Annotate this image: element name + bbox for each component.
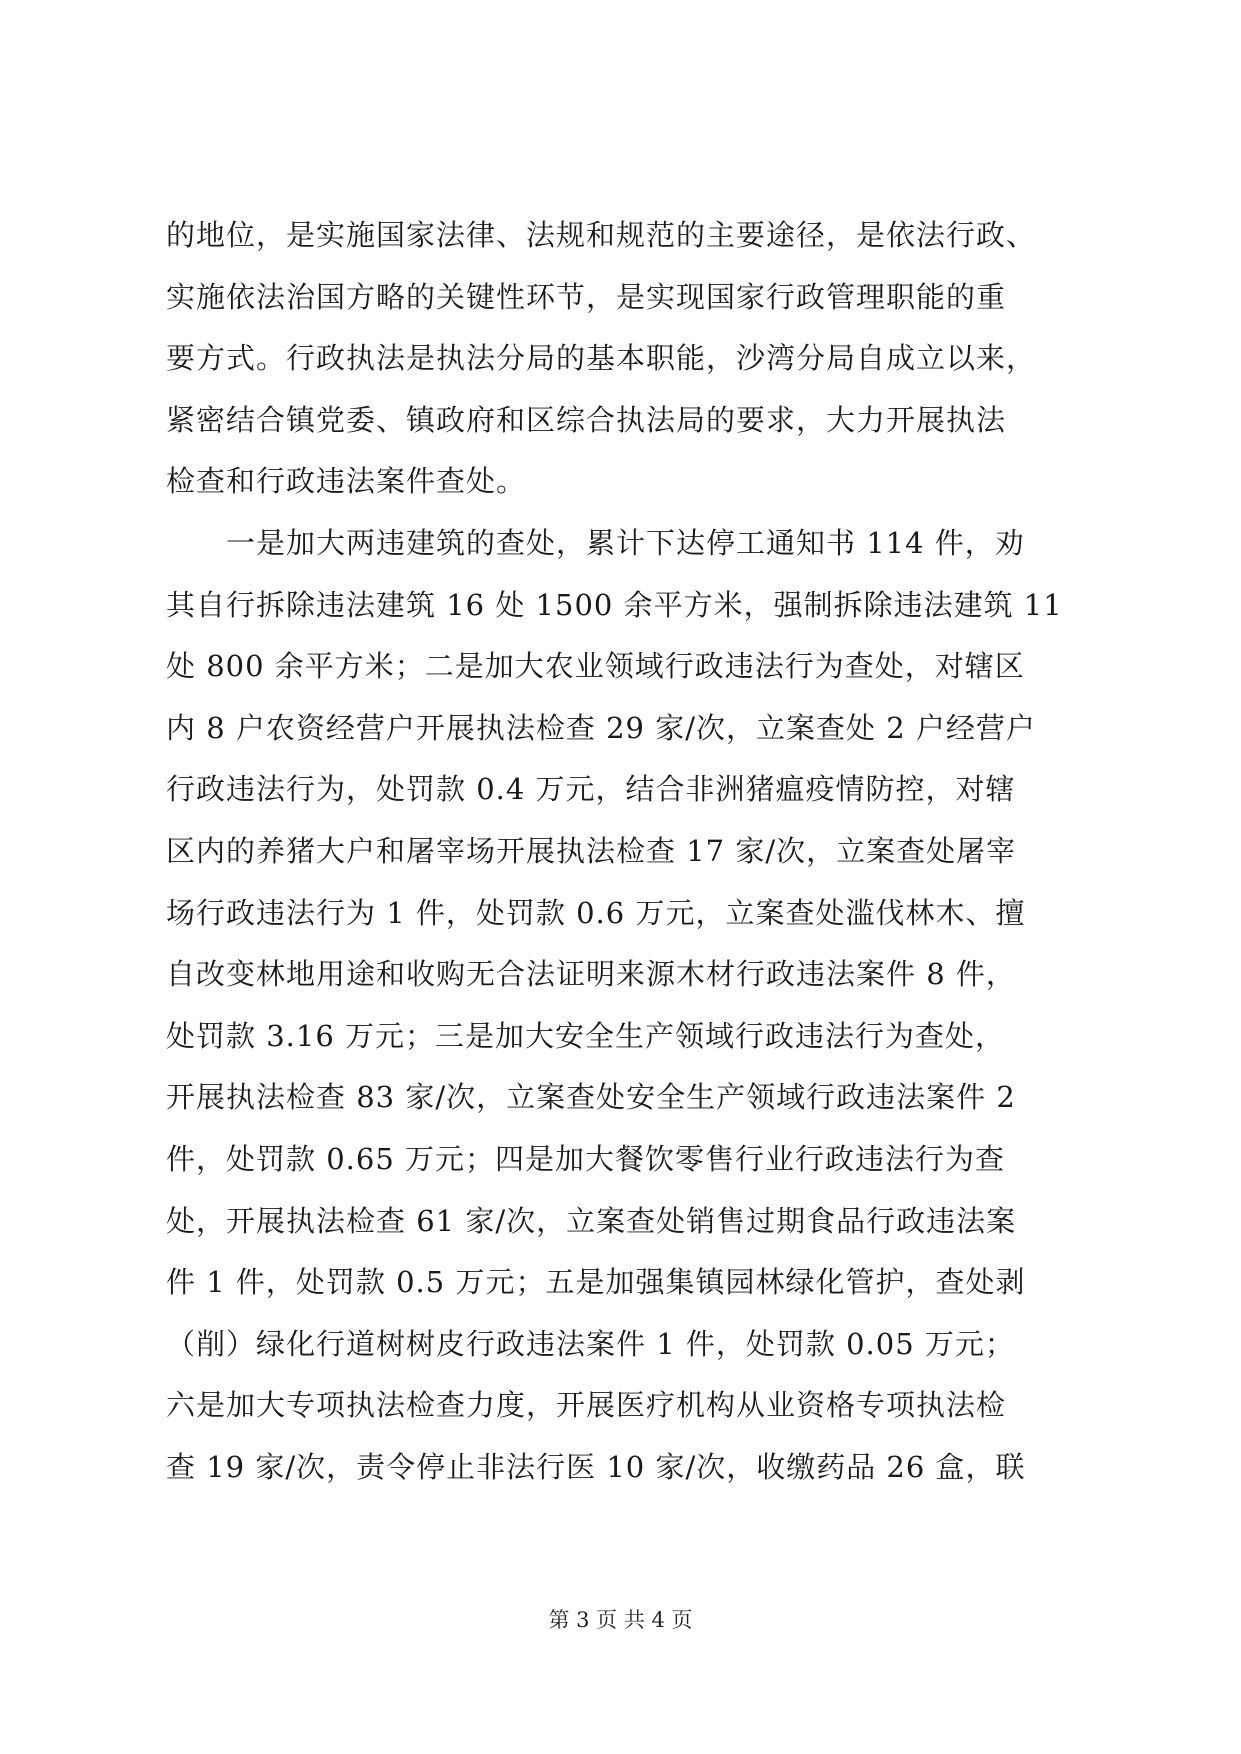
text-line: 要方式。行政执法是执法分局的基本职能，沙湾分局自成立以来， [166, 341, 1037, 376]
text-line: 内 8 户农资经营户开展执法检查 29 家/次，立案查处 2 户经营户 [166, 710, 1036, 745]
text-line: 场行政违法行为 1 件，处罚款 0.6 万元，立案查处滥伐林木、擅 [166, 895, 1026, 930]
text-line: 自改变林地用途和收购无合法证明来源木材行政违法案件 8 件， [166, 957, 1016, 992]
text-line: 查 19 家/次，责令停止非法行医 10 家/次，收缴药品 26 盒，联 [166, 1449, 1026, 1484]
text-line: （削）绿化行道树树皮行政违法案件 1 件，处罚款 0.05 万元； [166, 1326, 1015, 1361]
text-line: 开展执法检查 83 家/次，立案查处安全生产领域行政违法案件 2 [166, 1080, 1016, 1115]
text-line: 六是加大专项执法检查力度，开展医疗机构从业资格专项执法检 [166, 1388, 1007, 1423]
text-line: 行政违法行为，处罚款 0.4 万元，结合非洲猪瘟疫情防控，对辖 [166, 772, 1016, 807]
text-line: 其自行拆除违法建筑 16 处 1500 余平方米，强制拆除违法建筑 11 [166, 587, 1063, 622]
text-line: 实施依法治国方略的关键性环节，是实现国家行政管理职能的重 [166, 279, 1007, 314]
text-line: 处罚款 3.16 万元；三是加大安全生产领域行政违法行为查处， [166, 1018, 1006, 1053]
text-line: 处 800 余平方米；二是加大农业领域行政违法行为查处，对辖区 [166, 649, 1025, 684]
page-footer: 第 3 页 共 4 页 [548, 1608, 693, 1632]
text-line: 区内的养猪大户和屠宰场开展执法检查 17 家/次，立案查处屠宰 [166, 833, 1017, 868]
text-line: 的地位，是实施国家法律、法规和规范的主要途径，是依法行政、 [166, 218, 1037, 252]
text-line: 件，处罚款 0.65 万元；四是加大餐饮零售行业行政违法行为查 [166, 1141, 1006, 1176]
text-line: 一是加大两违建筑的查处，累计下达停工通知书 114 件，劝 [166, 525, 1025, 560]
text-line: 紧密结合镇党委、镇政府和区综合执法局的要求，大力开展执法 [166, 402, 1007, 437]
document-body [166, 205, 1076, 1498]
text-line: 件 1 件，处罚款 0.5 万元；五是加强集镇园林绿化管护，查处剥 [166, 1265, 1026, 1300]
text-line: 检查和行政违法案件查处。 [166, 464, 527, 499]
text-line: 处，开展执法检查 61 家/次，立案查处销售过期食品行政违法案 [166, 1203, 1017, 1238]
